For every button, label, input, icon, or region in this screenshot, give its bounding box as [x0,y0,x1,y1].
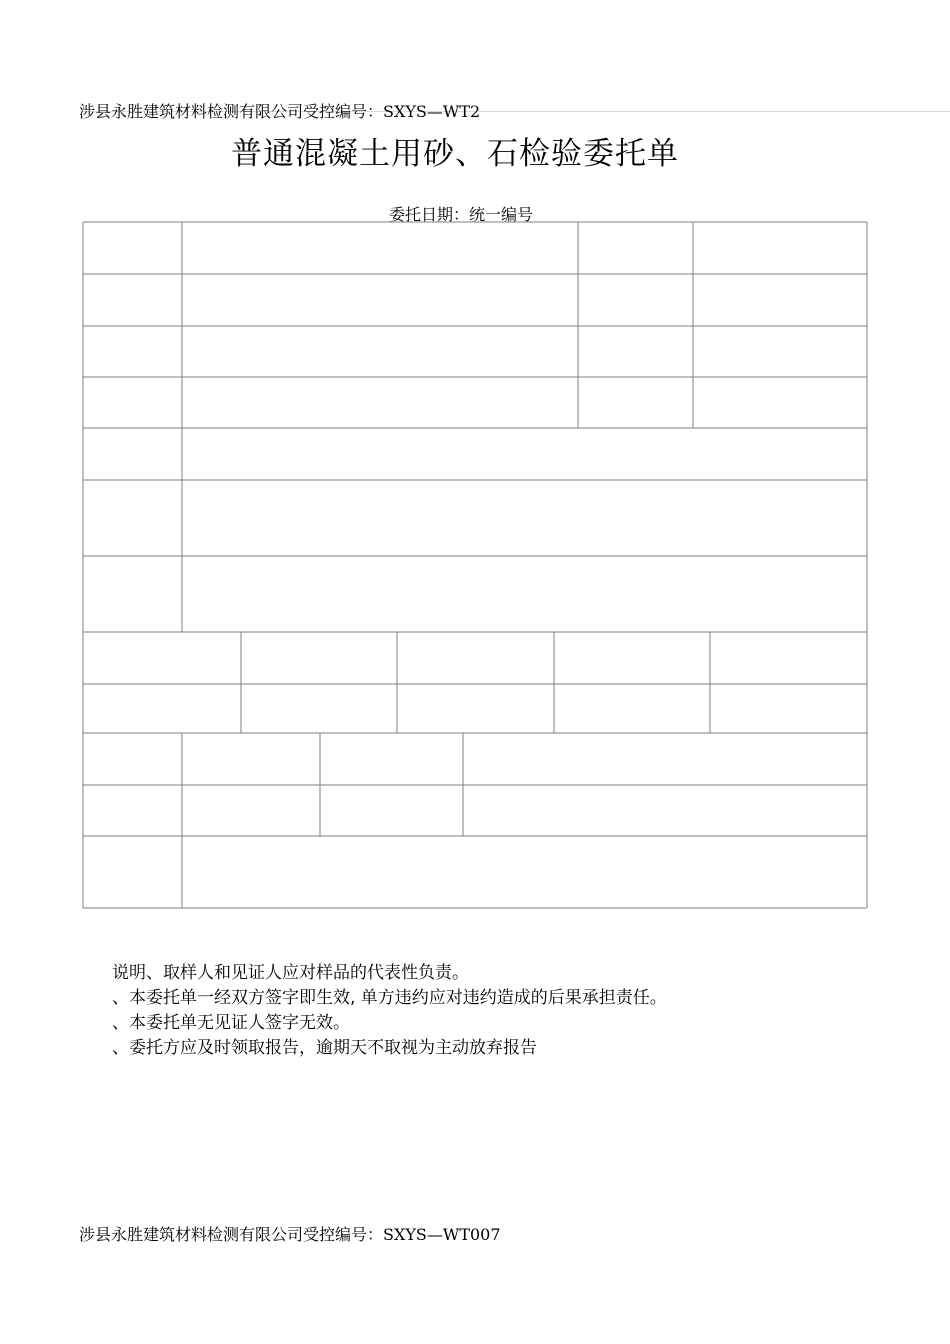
note-line-3: 、本委托单无见证人签字无效。 [112,1013,350,1033]
note-line-1: 说明、取样人和见证人应对样品的代表性负责。 [112,963,469,983]
notes-block [112,961,667,1061]
footer-company-control: 涉县永胜建筑材料检测有限公司受控编号：SXYS—WT007 [79,1225,501,1244]
date-and-number-label: 委托日期：统一编号 [389,205,534,224]
note-line-2: 、本委托单一经双方签字即生效, 单方违约应对违约造成的后果承担责任。 [112,988,667,1008]
note-line-4: 、委托方应及时领取报告，逾期天不取视为主动放弃报告 [112,1038,537,1058]
page-title: 普通混凝土用砂、石检验委托单 [231,136,679,172]
header-company-control: 涉县永胜建筑材料检测有限公司受控编号：SXYS—WT2 [79,102,481,121]
